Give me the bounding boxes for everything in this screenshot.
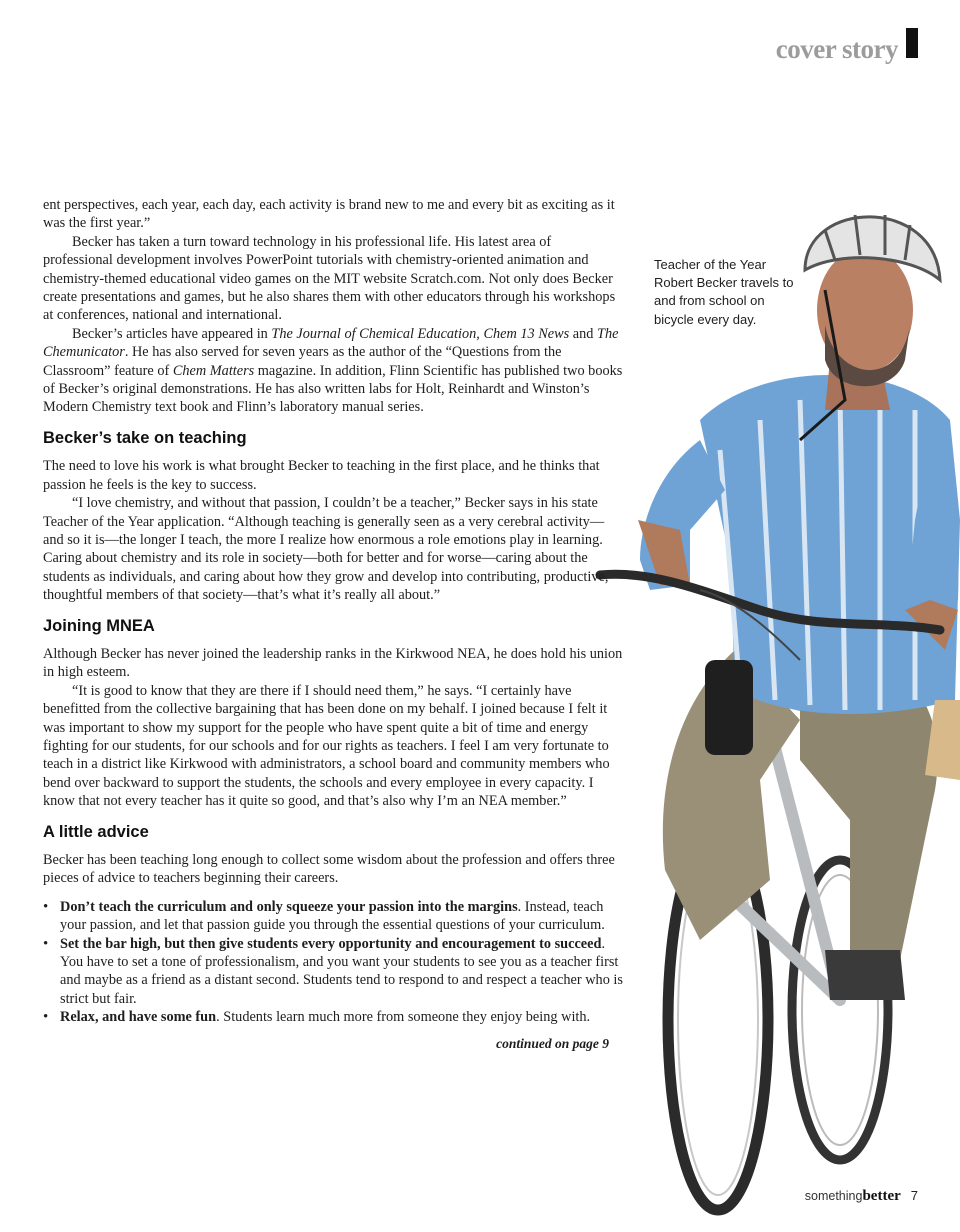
paragraph: “I love chemistry, and without that passion, I couldn’t be a teacher,” Becker says in his state Teacher of the Year application. “Although teaching is generally seen as a very cerebral activity—and so it is—the longer I teach, the more I realize how enormous a role emotions play in learning. Caring about chemistry and its role in society—both for better and for worse—caring about the students as individuals, and caring about how they grow and develop into contributing, productive, thoughtful members of that society—that’s what it’s really all about.”	[43, 495, 609, 604]
section-tag	[776, 28, 918, 65]
paragraph: Becker has been teaching long enough to collect some wisdom about the profession and offers three pieces of advice to teachers beginning their careers.	[43, 852, 615, 887]
advice-list	[43, 898, 623, 1027]
section-marker-bar	[906, 28, 918, 58]
paragraph: Becker has taken a turn toward technology in his professional life. His latest area of professional development involves PowerPoint tutorials with chemistry-oriented animation and chemistry-themed educational video games on the MIT website Scratch.com. Not only does Becker create presentations and games, but he also shares them with other educators through his workshops at conferences, national and international.	[43, 233, 616, 324]
article-body	[43, 196, 623, 1053]
publication-title: Chem Matters	[172, 362, 255, 379]
section-heading: Joining MNEA	[43, 616, 155, 635]
page-number: 7	[910, 1188, 918, 1203]
publication-title: The Journal of Chemical Education, Chem 13 News	[271, 325, 570, 342]
page-footer	[805, 1188, 918, 1205]
paragraph: Although Becker has never joined the leadership ranks in the Kirkwood NEA, he does hold his union in high esteem.	[43, 645, 623, 681]
list-item: • Relax, and have some fun. Students learn much more from someone they enjoy being with.	[43, 1008, 623, 1026]
section-heading: A little advice	[43, 822, 149, 841]
publication-title: The Chemunicator	[43, 325, 619, 361]
cyclist-photo	[590, 190, 960, 1232]
section-heading: Becker’s take on teaching	[43, 428, 247, 447]
paragraph: The need to love his work is what brought Becker to teaching in the first place, and he thinks that passion he feels is the key to success.	[43, 458, 600, 493]
paragraph: “It is good to know that they are there if I should need them,” he says. “I certainly have benefitted from the collective bargaining that has been done on my behalf. I joined because I felt it was important to show my support for the people who have spent quite a bit of time and energy fighting for our students, for our schools and for our rights as teachers. I feel I am very fortunate to teach in a district like Kirkwood with administrators, a school board and community members who bend over backward to support the students, the schools and every employee in every capacity. I know that not every teacher has it quite so good, and that’s also why I’m an NEA member.”	[43, 682, 610, 810]
brand-name-bold: better	[862, 1188, 901, 1204]
list-item: • Set the bar high, but then give students every opportunity and encouragement to succeed. You have to set a tone of professionalism, and you want your students to see you as a teacher first and maybe as a friend as a distant second. Students tend to respond to and respect a teacher who is strict but fair.	[43, 935, 623, 1009]
continued-link[interactable]: continued on page 9	[496, 1035, 609, 1051]
section-label: cover story	[775, 34, 898, 64]
brand-name-light: something	[804, 1189, 863, 1203]
photo-caption: Teacher of the Year Robert Becker travels to and from school on bicycle every day.	[654, 257, 794, 327]
paragraph: Becker’s articles have appeared in The Journal of Chemical Education, Chem 13 News and The Chemunicator. He has also served for seven years as the author of the “Questions from the Classroom” feature of Chem Matters magazine. In addition, Flinn Scientific has published two books of Becker’s original demonstrations. He has also written labs for Holt, Reinhardt and Winston’s Modern Chemistry text book and Flinn’s laboratory manual series.	[43, 325, 623, 416]
list-item: • Don’t teach the curriculum and only squeeze your passion into the margins. Instead, teach your passion, and let that passion guide you through the essential questions of your curriculum.	[43, 898, 623, 935]
paragraph: ent perspectives, each year, each day, each activity is brand new to me and every bit as exciting as it was the first year.”	[43, 197, 615, 232]
